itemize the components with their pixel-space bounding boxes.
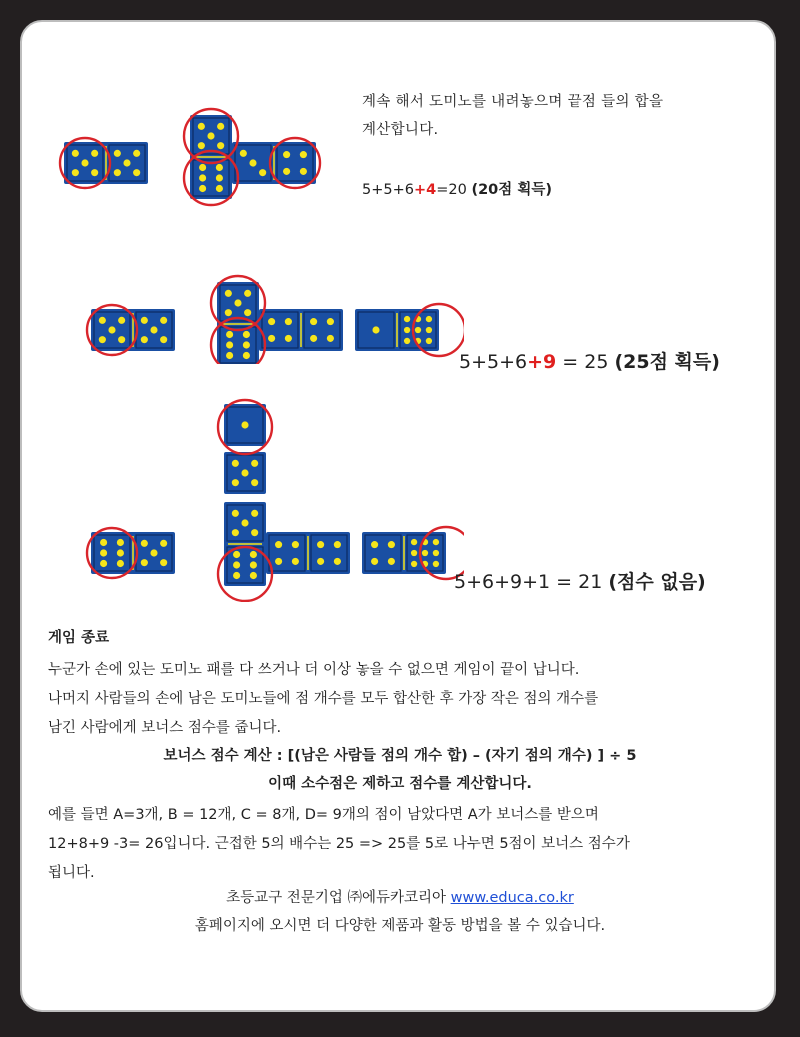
pip: [433, 561, 439, 567]
website-link[interactable]: www.educa.co.kr: [450, 890, 574, 906]
pip: [100, 549, 107, 556]
domino-diagram-2: [74, 254, 464, 364]
pip: [310, 318, 317, 325]
pip: [411, 550, 417, 556]
domino-diagram-3: [74, 382, 464, 602]
pip: [118, 336, 125, 343]
section2-formula: [459, 347, 720, 374]
pip: [285, 318, 292, 325]
pip: [404, 327, 410, 333]
pip: [285, 335, 292, 342]
pip: [250, 561, 257, 568]
pip: [233, 561, 240, 568]
footer-company: 초등교구 전문기업 ㈜에듀카코리아: [226, 890, 451, 906]
game-end-line: 누군가 손에 있는 도미노 패를 다 쓰거나 더 이상 놓을 수 없으면 게임이 끝이 납니다.: [48, 662, 580, 678]
game-end-heading: 게임 종료: [48, 630, 110, 646]
pip: [426, 316, 432, 322]
footer-line2: 홈페이지에 오시면 더 다양한 제품과 활동 방법을 볼 수 있습니다.: [194, 918, 606, 934]
pip: [233, 572, 240, 579]
pip: [310, 335, 317, 342]
pip: [100, 560, 107, 567]
example-line: 됩니다.: [48, 865, 95, 881]
pip: [217, 123, 224, 130]
pip: [160, 336, 167, 343]
formula-highlight: +9: [527, 351, 557, 373]
pip: [243, 352, 250, 359]
pip: [327, 318, 334, 325]
bonus-note: 이때 소수점은 제하고 점수를 계산합니다.: [268, 776, 532, 792]
pip: [372, 326, 379, 333]
formula-part: 5+5+6: [362, 182, 414, 198]
pip: [225, 290, 232, 297]
pip: [268, 318, 275, 325]
pip: [415, 327, 421, 333]
pip: [422, 550, 428, 556]
pip: [160, 559, 167, 566]
pip: [250, 572, 257, 579]
pip: [160, 317, 167, 324]
pip: [72, 150, 79, 157]
pip: [199, 174, 206, 181]
pip: [99, 336, 106, 343]
pip: [114, 169, 121, 176]
pip: [141, 540, 148, 547]
pip: [226, 341, 233, 348]
pip: [268, 335, 275, 342]
formula-part: 5+6+9+1 = 21: [454, 571, 609, 593]
pip: [241, 519, 248, 526]
pip: [243, 331, 250, 338]
pip: [251, 460, 258, 467]
pip: [150, 549, 157, 556]
pip: [216, 164, 223, 171]
pip: [217, 142, 224, 149]
example-line: 예를 들면 A=3개, B = 12개, C = 8개, D= 9개의 점이 남았다면 A가 보너스를 받으며: [48, 807, 599, 823]
pip: [317, 558, 324, 565]
pip: [241, 421, 248, 428]
pip: [150, 326, 157, 333]
pip: [244, 309, 251, 316]
pip: [388, 541, 395, 548]
pip: [433, 539, 439, 545]
footer-company-line: [22, 888, 778, 908]
page: [20, 20, 776, 1012]
pip: [241, 469, 248, 476]
pip: [234, 299, 241, 306]
bonus-formula: 보너스 점수 계산 : [(남은 사람들 점의 개수 합) – (자기 점의 개수) ] ÷ 5: [163, 748, 637, 764]
pip: [141, 317, 148, 324]
pip: [250, 551, 257, 558]
pip: [232, 460, 239, 467]
section3-formula: [454, 567, 706, 594]
pip: [249, 159, 256, 166]
pip: [226, 331, 233, 338]
pip: [233, 551, 240, 558]
pip: [216, 185, 223, 192]
pip: [426, 327, 432, 333]
pip: [404, 338, 410, 344]
pip: [327, 335, 334, 342]
pip: [225, 309, 232, 316]
formula-highlight: +4: [413, 182, 437, 198]
game-end-line: 남긴 사람에게 보너스 점수를 줍니다.: [48, 720, 282, 736]
pip: [317, 541, 324, 548]
pip: [141, 559, 148, 566]
pip: [100, 539, 107, 546]
pip: [251, 529, 258, 536]
pip: [251, 510, 258, 517]
pip: [81, 159, 88, 166]
pip: [199, 164, 206, 171]
section1-desc-line1: 계속 해서 도미노를 내려놓으며 끝점 들의 합을: [362, 94, 664, 110]
pip: [207, 132, 214, 139]
pip: [91, 169, 98, 176]
pip: [371, 541, 378, 548]
pip: [91, 150, 98, 157]
formula-part: = 25: [556, 351, 615, 373]
pip: [334, 558, 341, 565]
pip: [426, 338, 432, 344]
pip: [388, 558, 395, 565]
pip: [275, 541, 282, 548]
pip: [117, 549, 124, 556]
formula-part: =20: [436, 182, 467, 198]
pip: [411, 539, 417, 545]
pip: [240, 150, 247, 157]
pip: [114, 150, 121, 157]
pip: [99, 317, 106, 324]
pip: [199, 185, 206, 192]
pip: [141, 336, 148, 343]
pip: [433, 550, 439, 556]
pip: [198, 123, 205, 130]
pip: [123, 159, 130, 166]
pip: [411, 561, 417, 567]
pip: [300, 168, 307, 175]
domino-diagram-1: [52, 82, 352, 222]
pip: [244, 290, 251, 297]
pip: [216, 174, 223, 181]
formula-result: (점수 없음): [608, 571, 706, 593]
pip: [283, 168, 290, 175]
pip: [117, 560, 124, 567]
pip: [108, 326, 115, 333]
pip: [226, 352, 233, 359]
formula-result: (20점 획득): [471, 182, 552, 198]
pip: [232, 479, 239, 486]
pip: [404, 316, 410, 322]
formula-result: (25점 획득): [614, 351, 720, 373]
pip: [251, 479, 258, 486]
pip: [117, 539, 124, 546]
section1-description: [362, 92, 758, 140]
pip: [232, 510, 239, 517]
formula-part: 5+5+6: [459, 351, 528, 373]
pip: [232, 529, 239, 536]
pip: [198, 142, 205, 149]
pip: [275, 558, 282, 565]
section1-formula: [362, 180, 552, 200]
pip: [292, 541, 299, 548]
pip: [371, 558, 378, 565]
pip: [133, 150, 140, 157]
pip: [72, 169, 79, 176]
game-end-text: [48, 656, 768, 743]
example-text: [48, 801, 768, 888]
pip: [283, 151, 290, 158]
pip: [334, 541, 341, 548]
pip: [118, 317, 125, 324]
pip: [259, 169, 266, 176]
pip: [300, 151, 307, 158]
pip: [292, 558, 299, 565]
example-line: 12+8+9 -3= 26입니다. 근접한 5의 배수는 25 => 25를 5로 나누면 5점이 보너스 점수가: [48, 836, 630, 852]
section1-desc-line2: 계산합니다.: [362, 122, 439, 138]
pip: [160, 540, 167, 547]
game-end-line: 나머지 사람들의 손에 남은 도미노들에 점 개수를 모두 합산한 후 가장 작은 점의 개수를: [48, 691, 599, 707]
pip: [133, 169, 140, 176]
pip: [243, 341, 250, 348]
